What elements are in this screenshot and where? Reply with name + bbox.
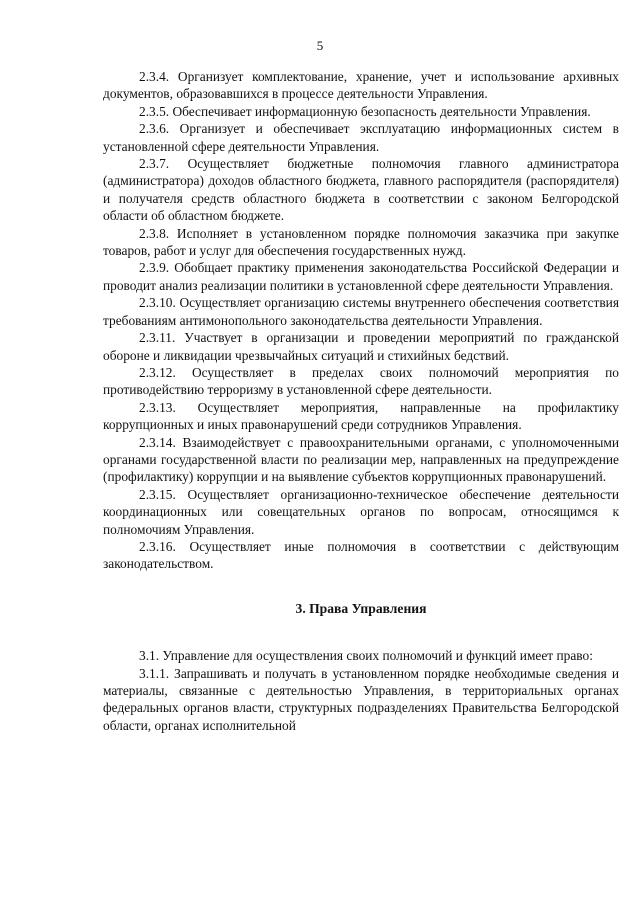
paragraph: 3.1. Управление для осуществления своих полномочий и функций имеет право: [139, 648, 593, 664]
paragraph: 2.3.8. Исполняет в установленном порядке полномочия заказчика при закупке товаров, работ и услуг для обеспечения государственных нужд. [103, 225, 619, 259]
document-body [103, 68, 619, 734]
page-number: 5 [316, 38, 324, 53]
paragraph: 2.3.15. Осуществляет организационно-техническое обеспечение деятельности координационных или совещательных органов по вопросам, относящимся к полномочиям Управления. [103, 486, 619, 537]
paragraph: 2.3.12. Осуществляет в пределах своих полномочий мероприятия по противодействию терроризму в установленной сфере деятельности. [103, 364, 619, 398]
paragraph: 2.3.16. Осуществляет иные полномочия в соответствии с действующим законодательством. [103, 538, 619, 572]
paragraph: 2.3.5. Обеспечивает информационную безопасность деятельности Управления. [139, 103, 591, 119]
paragraph: 2.3.6. Организует и обеспечивает эксплуатацию информационных систем в установленной сфере деятельности Управления. [103, 121, 619, 154]
section-heading: 3. Права Управления [295, 600, 427, 616]
paragraph: 2.3.11. Участвует в организации и проведении мероприятий по гражданской обороне и ликвидации чрезвычайных ситуаций и стихийных бедствий. [103, 330, 619, 363]
paragraph: 2.3.10. Осуществляет организацию системы внутреннего обеспечения соответствия требованиям антимонопольного законодательства деятельности Управления. [103, 295, 619, 328]
paragraph: 2.3.9. Обобщает практику применения законодательства Российской Федерации и проводит анализ реализации политики в установленной сфере деятельности Управления. [103, 260, 619, 293]
paragraph: 2.3.7. Осуществляет бюджетные полномочия главного администратора (администратора) доходов областного бюджета, главного распорядителя (распорядителя) и получателя средств областного бюджета в соответствии с законом Белгородской области об областном бюджете. [103, 156, 619, 224]
paragraph: 2.3.14. Взаимодействует с правоохранительными органами, с уполномоченными органами государственной власти по реализации мер, направленных на предупреждение (профилактику) коррупции и на выявление субъектов коррупционных правонарушений. [103, 434, 619, 485]
paragraph: 3.1.1. Запрашивать и получать в установленном порядке необходимые сведения и материалы, связанные с деятельностью Управления, в территориальных органах федеральных органов власти, структурных подразделениях Правительства Белгородской области, органах исполнительной [103, 665, 619, 733]
paragraph: 2.3.4. Организует комплектование, хранение, учет и использование архивных документов, образовавшихся в процессе деятельности Управления. [103, 69, 619, 102]
paragraph: 2.3.13. Осуществляет мероприятия, направленные на профилактику коррупционных и иных правонарушений среди сотрудников Управления. [103, 399, 619, 433]
